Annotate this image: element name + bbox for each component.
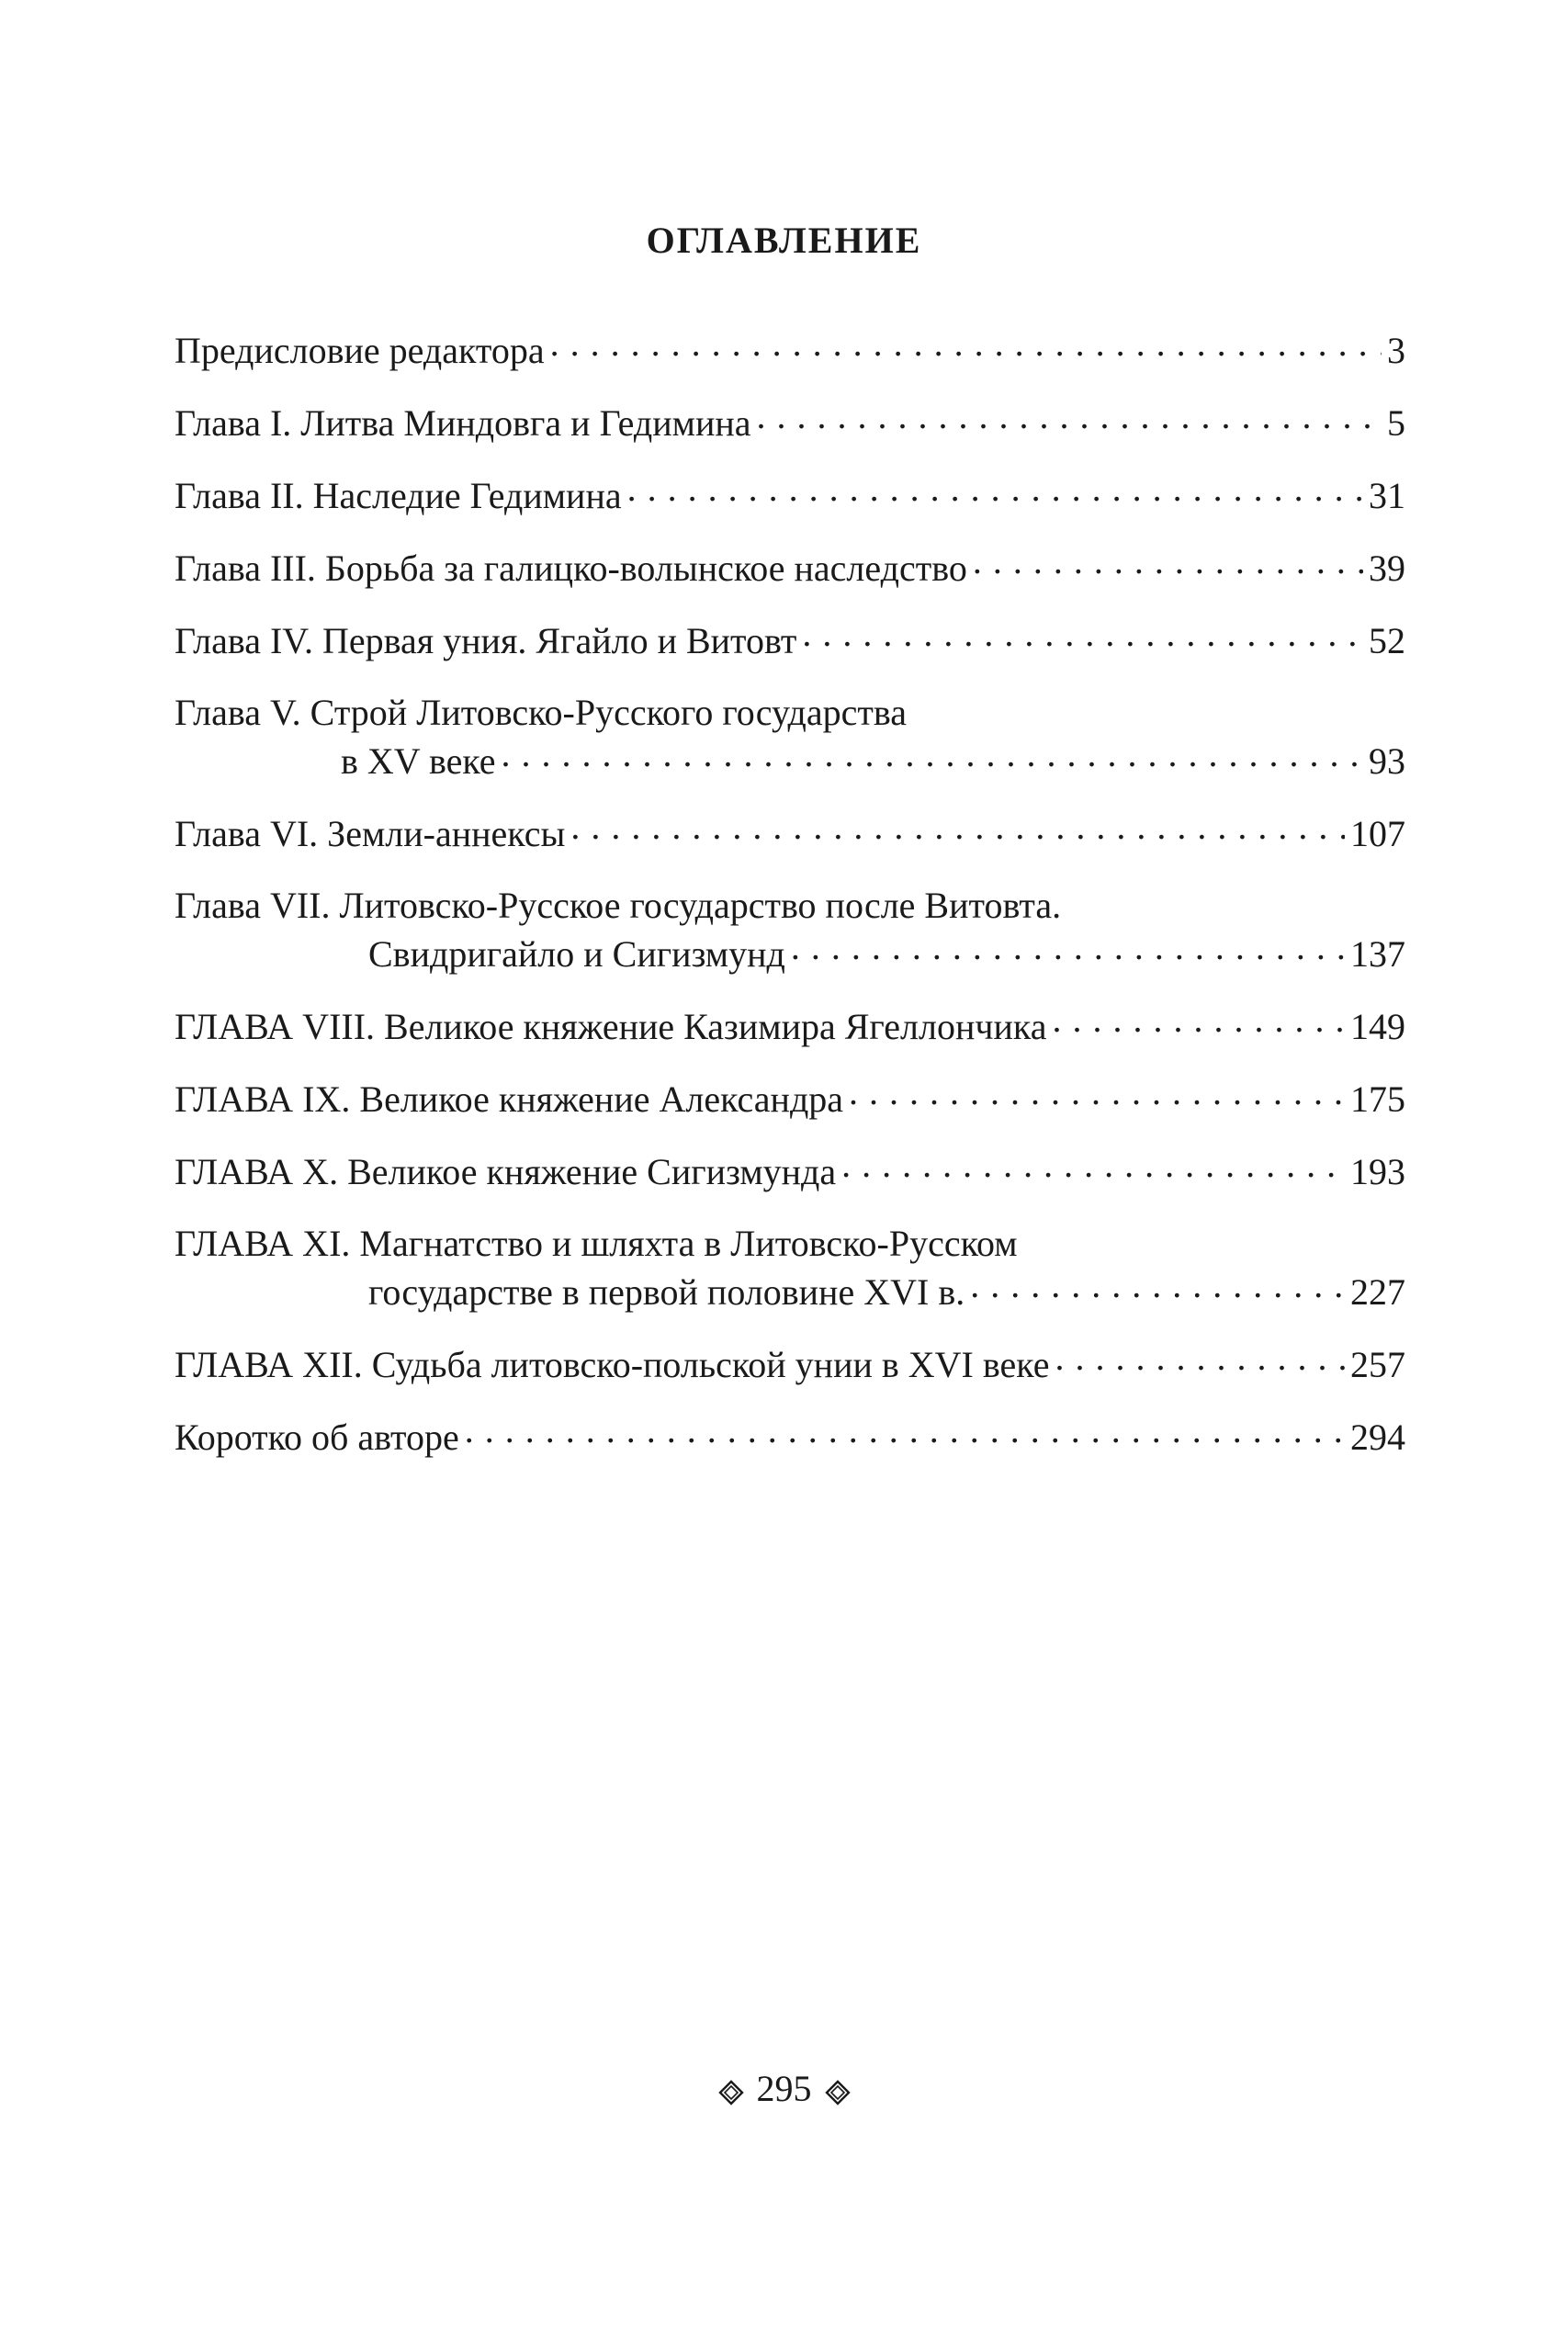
toc-entry-page: 294 [1350,1416,1405,1458]
toc-entry-title: Коротко об авторе [175,1416,459,1458]
dot-leader [802,616,1363,653]
toc-entry-title: ГЛАВА XI. Магнатство и шляхта в Литовско-Русском [175,1223,1018,1264]
toc-entry[interactable] [175,1002,1405,1051]
toc-entry-page: 149 [1350,1006,1405,1047]
toc-entry-page: 193 [1350,1151,1405,1192]
toc-entry[interactable] [175,399,1405,447]
dot-leader [502,737,1363,773]
toc-entry[interactable] [175,616,1405,665]
toc-entry-title-continued: государстве в первой половине XVI в. [368,1271,965,1313]
dot-leader [970,1268,1345,1304]
dot-leader [465,1413,1345,1450]
dot-leader [550,326,1382,363]
dot-leader [1052,1002,1345,1039]
toc-entry[interactable] [175,1413,1405,1462]
toc-entry[interactable] [175,882,1405,978]
toc-entry-page: 175 [1350,1078,1405,1120]
page-footer [0,2067,1568,2110]
dot-leader [627,471,1363,508]
toc-entry-title: ГЛАВА IX. Великое княжение Александра [175,1078,844,1120]
toc-entry-title: Предисловие редактора [175,330,545,371]
toc-entry-title: Глава VII. Литовско-Русское государство после Витовта. [175,885,1062,926]
dot-leader [841,1147,1345,1184]
toc-entry-title: Глава I. Литва Миндовга и Гедимина [175,402,751,444]
toc-entry-title: ГЛАВА X. Великое княжение Сигизмунда [175,1151,837,1192]
diamond-ornament-icon [718,2080,744,2105]
toc-entry-title: Глава VI. Земли-аннексы [175,813,566,854]
toc-entry-page: 5 [1387,402,1405,444]
toc-entry-title: ГЛАВА VIII. Великое княжение Казимира Ягеллончика [175,1006,1047,1047]
dot-leader [849,1075,1345,1112]
toc-entry-title: Глава IV. Первая уния. Ягайло и Витовт [175,620,797,661]
table-of-contents [175,326,1405,1485]
toc-entry-title: Глава III. Борьба за галицко-волынское наследство [175,547,967,589]
dot-leader [1055,1340,1345,1377]
toc-entry-page: 227 [1350,1271,1405,1313]
dot-leader [791,930,1345,966]
toc-entry[interactable] [175,689,1405,785]
toc-entry-title: Глава V. Строй Литовско-Русского государства [175,692,907,733]
toc-entry-title-continued: Свидригайло и Сигизмунд [368,933,785,975]
toc-entry-title: ГЛАВА XII. Судьба литовско-польской унии в XVI веке [175,1344,1050,1385]
toc-entry[interactable] [175,809,1405,858]
toc-entry-page: 31 [1369,475,1405,516]
toc-entry-page: 3 [1387,330,1405,371]
toc-entry[interactable] [175,1075,1405,1123]
toc-entry[interactable] [175,1220,1405,1316]
toc-entry-title: Глава II. Наследие Гедимина [175,475,622,516]
toc-entry[interactable] [175,471,1405,520]
toc-entry-title-continued: в XV веке [341,740,496,782]
toc-entry-page: 93 [1369,740,1405,782]
toc-entry-page: 257 [1350,1344,1405,1385]
toc-heading: ОГЛАВЛЕНИЕ [646,220,922,261]
page-number: 295 [756,2068,812,2109]
toc-entry-page: 107 [1350,813,1405,854]
toc-entry[interactable] [175,1340,1405,1389]
toc-entry-page: 137 [1350,933,1405,975]
toc-entry[interactable] [175,544,1405,593]
toc-entry-page: 39 [1369,547,1405,589]
toc-entry[interactable] [175,326,1405,375]
toc-entry-page: 52 [1369,620,1405,661]
dot-leader [570,809,1345,846]
toc-entry[interactable] [175,1147,1405,1196]
dot-leader [757,399,1382,435]
diamond-ornament-icon [825,2080,851,2105]
dot-leader [973,544,1363,581]
